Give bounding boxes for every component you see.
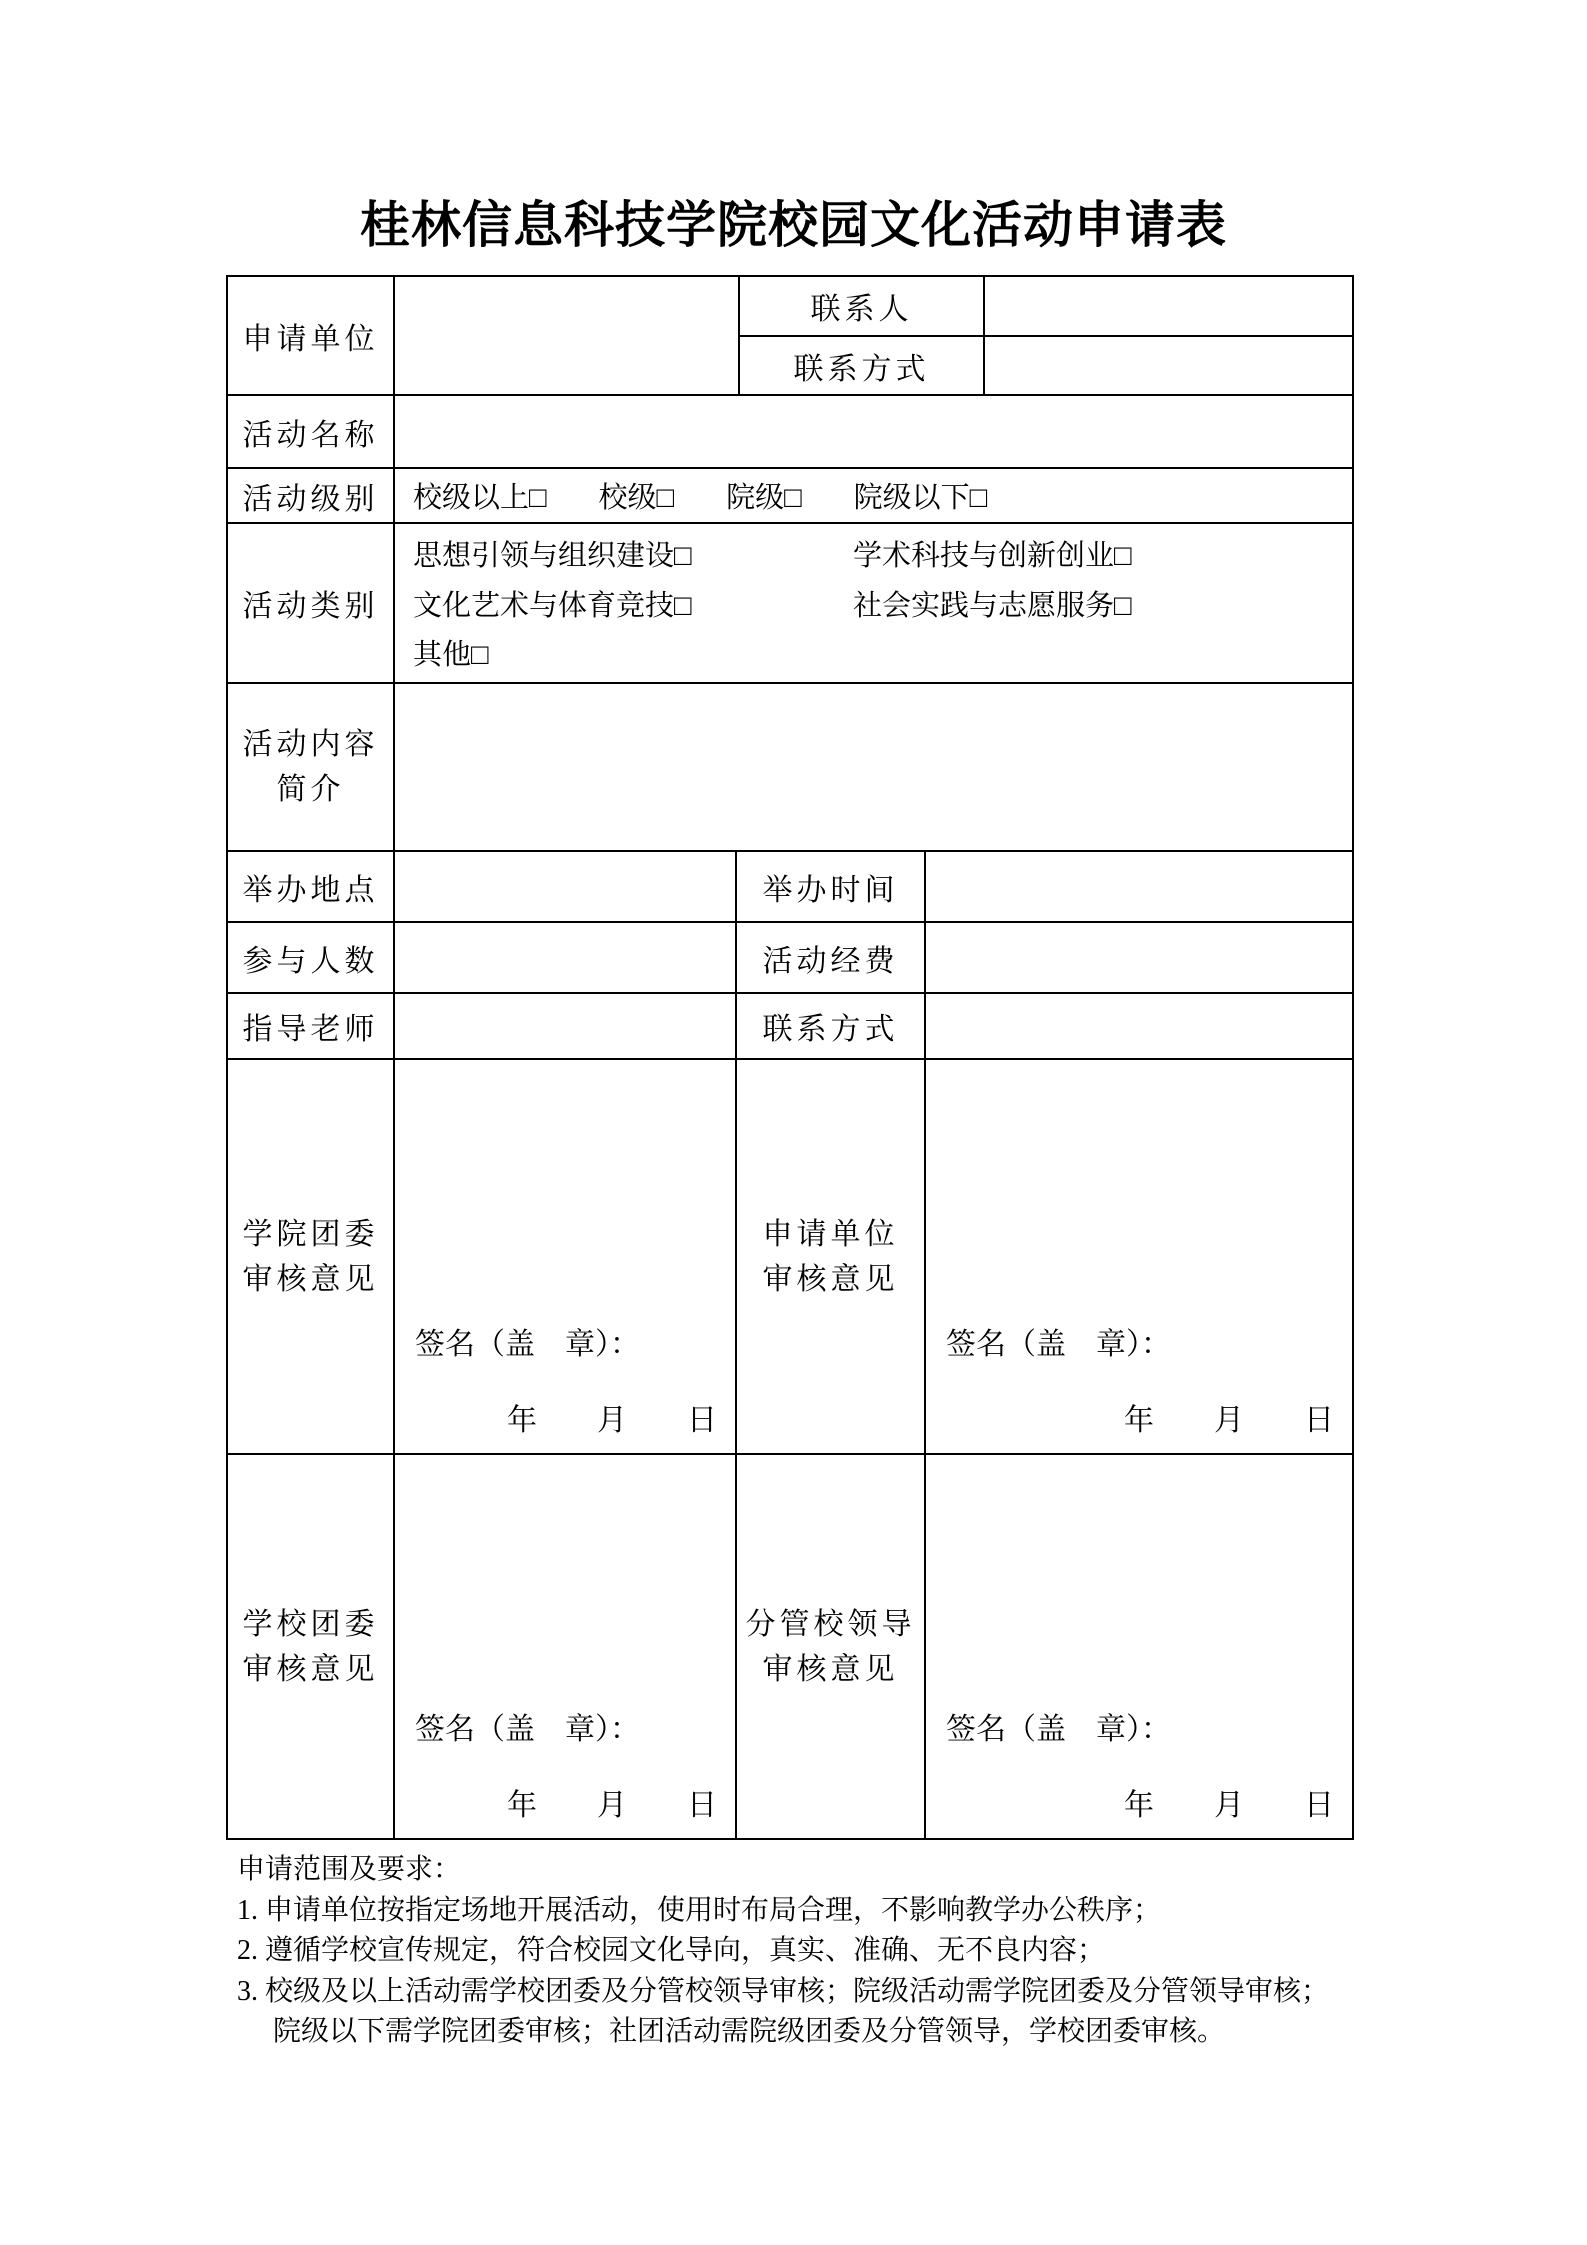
- label-contact-method: 联系方式: [740, 337, 985, 396]
- input-budget[interactable]: [926, 923, 1352, 994]
- input-advisor-contact[interactable]: [926, 994, 1352, 1060]
- section-applicant: [228, 277, 1352, 396]
- date-label: 年 月 日: [507, 1789, 717, 1822]
- label-advisor-contact: 联系方式: [737, 994, 926, 1060]
- date-label: 年 月 日: [1124, 1404, 1334, 1437]
- checkbox-category-academic[interactable]: 学术科技与创新创业□: [853, 539, 1132, 572]
- sign-area-applicant-unit[interactable]: [926, 1060, 1352, 1455]
- application-table: [226, 275, 1354, 1840]
- checkbox-level-above-school[interactable]: 校级以上□: [413, 482, 547, 514]
- checkbox-category-practice-volunteer[interactable]: 社会实践与志愿服务□: [853, 589, 1132, 622]
- label-school-league-line1: 学校团委: [242, 1607, 379, 1641]
- category-row-1: [413, 533, 1352, 574]
- label-college-league-line2: 审核意见: [242, 1262, 379, 1296]
- note-line-3-continued: 院级以下需学院团委审核；社团活动需院级团委及分管领导，学校团委审核。: [273, 2016, 1226, 2047]
- notes-section: [237, 1850, 1517, 2053]
- checkbox-category-ideology[interactable]: 思想引领与组织建设□: [413, 539, 692, 572]
- form-title: 桂林信息科技学院校园文化活动申请表: [360, 197, 1227, 253]
- input-activity-name[interactable]: [395, 396, 1352, 469]
- label-activity-level: 活动级别: [228, 469, 395, 524]
- section-approvals: [228, 1060, 1352, 1838]
- input-time[interactable]: [926, 852, 1352, 923]
- note-line-3: 3. 校级及以上活动需学校团委及分管校领导审核；院级活动需学院团委及分管领导审核；: [237, 1975, 1330, 2007]
- category-row-2: [413, 583, 1352, 624]
- input-advisor[interactable]: [395, 994, 737, 1060]
- sign-seal-label: 签名（盖 章）：: [415, 1328, 640, 1361]
- label-school-league-line2: 审核意见: [242, 1652, 379, 1686]
- label-school-leader-opinion: [737, 1455, 926, 1838]
- input-venue[interactable]: [395, 852, 737, 923]
- input-activity-intro[interactable]: [395, 684, 1352, 852]
- label-applicant-unit-line2: 审核意见: [762, 1262, 899, 1296]
- input-participants[interactable]: [395, 923, 737, 994]
- date-label: 年 月 日: [507, 1404, 717, 1437]
- activity-level-options: [395, 469, 1352, 524]
- label-college-league-opinion: [228, 1060, 395, 1455]
- sign-seal-label: 签名（盖 章）：: [946, 1713, 1171, 1746]
- sign-area-school-league[interactable]: [395, 1455, 737, 1838]
- label-activity-intro: [228, 684, 395, 852]
- input-applicant-unit[interactable]: [395, 277, 740, 396]
- label-activity-name: 活动名称: [228, 396, 395, 469]
- sign-area-school-leader[interactable]: [926, 1455, 1352, 1838]
- checkbox-category-other[interactable]: 其他□: [413, 639, 489, 672]
- checkbox-category-culture-sports[interactable]: 文化艺术与体育竞技□: [413, 589, 692, 622]
- label-school-league-opinion: [228, 1455, 395, 1838]
- input-contact-person[interactable]: [985, 277, 1352, 337]
- label-venue: 举办地点: [228, 852, 395, 923]
- label-advisor: 指导老师: [228, 994, 395, 1060]
- label-activity-intro-line2: 简介: [276, 773, 345, 806]
- section-activity-info: [228, 396, 1352, 852]
- label-applicant-unit: 申请单位: [228, 277, 395, 396]
- label-activity-category: 活动类别: [228, 524, 395, 684]
- sign-seal-label: 签名（盖 章）：: [946, 1328, 1171, 1361]
- label-contact-person: 联系人: [740, 277, 985, 337]
- sign-seal-label: 签名（盖 章）：: [415, 1713, 640, 1746]
- notes-heading: 申请范围及要求：: [237, 1854, 462, 1885]
- label-time: 举办时间: [737, 852, 926, 923]
- date-label: 年 月 日: [1124, 1789, 1334, 1822]
- checkbox-level-below-college[interactable]: 院级以下□: [853, 482, 988, 514]
- note-line-1: 1. 申请单位按指定场地开展活动，使用时布局合理，不影响教学办公秩序；: [237, 1894, 1162, 1926]
- label-school-leader-line1: 分管校领导: [745, 1607, 916, 1641]
- label-activity-intro-line1: 活动内容: [242, 728, 379, 761]
- checkbox-level-college[interactable]: 院级□: [726, 482, 802, 514]
- label-school-leader-line2: 审核意见: [762, 1652, 899, 1686]
- section-logistics: [228, 852, 1352, 1060]
- note-line-2: 2. 遵循学校宣传规定，符合校园文化导向，真实、准确、无不良内容；: [237, 1935, 1106, 1966]
- sign-area-college-league[interactable]: [395, 1060, 737, 1455]
- activity-category-options: [395, 524, 1352, 684]
- label-participants: 参与人数: [228, 923, 395, 994]
- label-applicant-unit-opinion: [737, 1060, 926, 1455]
- category-row-3: [413, 632, 1352, 673]
- label-budget: 活动经费: [737, 923, 926, 994]
- label-applicant-unit-line1: 申请单位: [762, 1217, 899, 1251]
- label-college-league-line1: 学院团委: [242, 1217, 379, 1251]
- checkbox-level-school[interactable]: 校级□: [598, 482, 675, 514]
- input-contact-method[interactable]: [985, 337, 1352, 396]
